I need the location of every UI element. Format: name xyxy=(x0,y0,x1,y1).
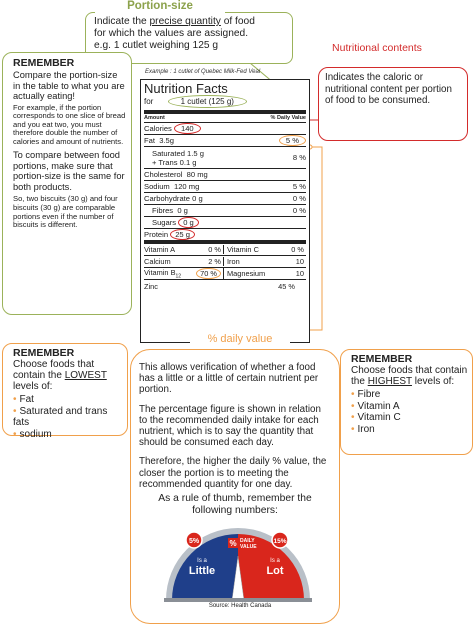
calories-row: Calories 140 xyxy=(144,123,306,135)
remember-highest-panel xyxy=(340,349,473,455)
list-item: • Fibre xyxy=(351,389,468,401)
fat-dv: 5 % xyxy=(279,135,306,146)
gauge-base xyxy=(164,598,312,602)
gauge-low-line2: Little xyxy=(188,565,216,577)
protein-value: 25 g xyxy=(170,229,195,240)
left-remember-p3: To compare between food portions, make sure that portion-size is the same for both products. xyxy=(13,150,125,192)
list-item: • Vitamin A xyxy=(351,401,468,413)
protein-row: Protein 25 g xyxy=(144,229,306,244)
daily-value-gauge xyxy=(158,520,318,602)
daily-value-title: % daily value xyxy=(190,333,290,345)
vitamin-row-3: Vitamin $B_{12}$ 70 % Magnesium 10 xyxy=(144,267,304,280)
nutrition-facts-label xyxy=(140,79,310,343)
left-remember-p4: So, two biscuits (30 g) and four biscuits (30 g) are comparable portions even if the number of biscuits is different. xyxy=(13,194,118,230)
remember-lowest-intro: Choose foods that contain the LOWEST levels of: xyxy=(13,359,107,392)
sodium-row: Sodium 120 mg 5 % xyxy=(144,182,306,191)
b12-dv: 70 % xyxy=(196,268,221,279)
badge-line1: DAILY xyxy=(240,538,255,544)
gauge-high-line1: Is a xyxy=(270,558,280,564)
list-item: • Fat xyxy=(13,394,123,406)
list-item: • Iron xyxy=(351,424,468,436)
carbohydrate-row: Carbohydrate 0 g 0 % xyxy=(144,194,306,203)
fibre-row: Fibres 0 g 0 % xyxy=(144,205,306,217)
vitamin-row-4: Zinc 45 % xyxy=(144,281,295,291)
saturated-row: Saturated 1.5 g + Trans 0.1 g 8 % xyxy=(144,147,306,169)
calories-value: 140 xyxy=(174,123,201,134)
portion-size-line2: for which the values are assigned. xyxy=(94,28,249,39)
remember-lowest-panel xyxy=(2,343,128,440)
vitamin-row-2: Calcium 2 % Iron 10 xyxy=(144,257,304,266)
gauge-high-line2: Lot xyxy=(266,565,284,577)
source-credit: Source: Health Canada xyxy=(208,603,272,609)
sugars-row: Sugars 0 g xyxy=(144,217,306,229)
cholesterol-row: Cholesterol 80 mg xyxy=(144,169,306,181)
dv-p3: Therefore, the higher the daily % value, the closer the portion is to meeting the recommended quantity for one day. xyxy=(139,456,327,490)
left-remember-panel xyxy=(2,52,132,315)
portion-size-line3: e.g. 1 cutlet weighing 125 g xyxy=(94,40,219,51)
portion-size-line1: Indicate the precise quantity of food xyxy=(94,16,255,27)
nutritional-contents-title: Nutritional contents xyxy=(327,42,427,54)
list-item: • Vitamin C xyxy=(351,412,468,424)
remember-lowest-list xyxy=(13,394,123,440)
serving-size: 1 cutlet (125 g) xyxy=(168,95,247,108)
nutritional-contents-box: Indicates the caloric or nutritional content per portion of food to be consumed. xyxy=(318,67,468,141)
list-item: • Saturated and trans fats xyxy=(13,406,123,429)
rule-of-thumb: As a rule of thumb, remember the following numbers: xyxy=(158,493,312,516)
left-remember-heading: REMEMBER xyxy=(13,57,75,69)
left-remember-p1: Compare the portion-size in the table to what you are actually eating! xyxy=(13,70,125,101)
label-example: Example : 1 cutlet of Quebec Milk-Fed Veal xyxy=(145,69,261,75)
gauge-low-line1: Is a xyxy=(197,558,207,564)
label-header: Amount % Daily Value xyxy=(144,115,306,121)
list-item: • sodium xyxy=(13,429,123,441)
remember-highest-heading: REMEMBER xyxy=(351,353,413,365)
nutrition-facts-title: Nutrition Facts xyxy=(144,81,228,96)
remember-lowest-heading: REMEMBER xyxy=(13,347,75,359)
serving-line: for 1 cutlet (125 g) xyxy=(144,95,306,108)
remember-highest-intro: Choose foods that contain the HIGHEST levels of: xyxy=(351,365,468,387)
sugars-value: 0 g xyxy=(178,217,199,228)
fat-row: Fat 3.5g 5 % xyxy=(144,135,306,147)
left-remember-p2: For example, if the portion corresponds to one slice of bread and you eat two, you must therefore double the number of calories and amount of nutrients. xyxy=(13,102,126,146)
dv-p2: The percentage figure is shown in relation to the recommended daily intake for each nutrient, which is to say the quantity that should be consumed each day. xyxy=(139,403,321,449)
portion-size-title: Portion-size xyxy=(95,0,225,16)
badge-line2: VALUE xyxy=(240,544,257,550)
gauge-low-pct: 5% xyxy=(188,538,200,545)
dv-p1: This allows verification of whether a food has a little or a little of certain nutrient per portion. xyxy=(139,362,319,396)
badge-pct: % xyxy=(229,539,237,548)
vitamin-row-1: Vitamin A 0 % Vitamin C 0 % xyxy=(144,245,304,254)
gauge-high-pct: 15% xyxy=(273,538,287,545)
remember-highest-list xyxy=(351,389,468,435)
